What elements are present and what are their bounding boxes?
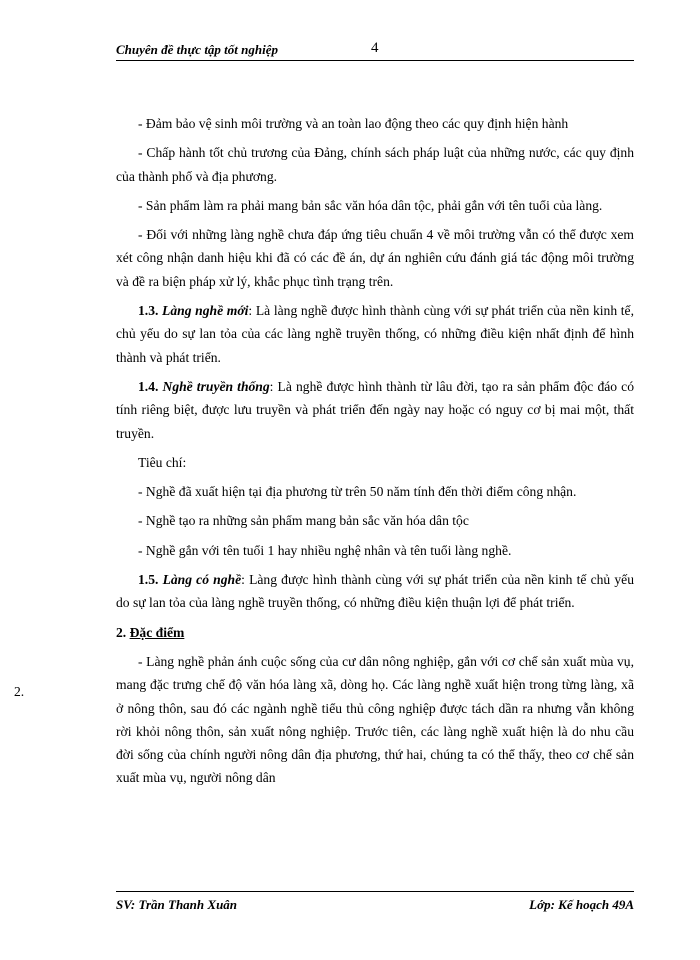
definition-number: 1.4. [138, 378, 159, 394]
class-name: Lớp: Kế hoạch 49A [529, 897, 634, 912]
definition-term: Làng nghề mới [162, 303, 249, 319]
definition-text: : Là làng nghề được hình thành cùng với sự phát triển của nền kinh tế, chủ yếu do sự lan tỏa của các làng nghề truyền thống, có những điều kiện nhất định để hình thành và phát triển. [116, 303, 634, 365]
definition-text: : Làng được hình thành cùng với sự phát triển của nền kinh tế chủ yếu do sự lan tỏa của làng nghề truyền thống, có những điều kiện thuận lợi để phát triển. [116, 572, 634, 611]
page-number: 4 [371, 40, 379, 56]
definition-term: Nghề truyền thống [162, 378, 270, 394]
page-header [116, 36, 634, 61]
definition-number: 1.3. [138, 303, 159, 319]
section-title: Đặc điểm [129, 624, 185, 640]
definition-term: Làng có nghề [162, 572, 242, 588]
criteria-item: - Nghề gắn với tên tuổi 1 hay nhiều nghệ nhân và tên tuổi làng nghề. [138, 542, 512, 558]
document-body [116, 112, 634, 796]
definition-number: 1.5. [138, 572, 159, 588]
paragraph: - Sản phẩm làm ra phải mang bản sắc văn hóa dân tộc, phải gắn với tên tuổi của làng. [138, 197, 603, 213]
document-title: Chuyên đề thực tập tốt nghiệp [116, 42, 278, 57]
criteria-label: Tiêu chí: [138, 454, 187, 470]
section-number: 2. [116, 624, 127, 640]
definition-text: : Là nghề được hình thành từ lâu đời, tạo ra sản phẩm độc đáo có tính riêng biệt, được lưu truyền và phát triển đến ngày nay hoặc có nguy cơ bị mai một, thất truyền. [116, 378, 635, 441]
paragraph: - Làng nghề phản ánh cuộc sống của cư dân nông nghiệp, gắn với cơ chế sản xuất mùa vụ, mang đặc trưng chế độ văn hóa làng xã, dòng họ. Các làng nghề xuất hiện trong từng làng, xã ở nông thôn, sau đó các ngành nghề tiểu thủ công nghiệp được tách dần ra nhưng vẫn không rời khỏi nông thôn, sản xuất nông nghiệp. Trước tiên, các làng nghề xuất hiện là do nhu cầu đời sống của chính người nông dân địa phương, thứ hai, chúng ta có thể thấy, theo cơ chế sản xuất mùa vụ, người nông dân [116, 653, 634, 786]
criteria-item: - Nghề đã xuất hiện tại địa phương từ trên 50 năm tính đến thời điểm công nhận. [138, 484, 577, 500]
section-heading [116, 621, 634, 644]
page-footer [116, 891, 634, 916]
paragraph: - Chấp hành tốt chủ trương của Đảng, chính sách pháp luật của những nước, các quy định của thành phố và địa phương. [116, 145, 634, 184]
student-name: SV: Trần Thanh Xuân [116, 897, 238, 912]
definition-1-3 [116, 299, 634, 369]
criteria-item: - Nghề tạo ra những sản phẩm mang bản sắc văn hóa dân tộc [138, 513, 469, 529]
paragraph: - Đối với những làng nghề chưa đáp ứng tiêu chuẩn 4 về môi trường vẫn có thể được xem xét công nhận danh hiệu khi đã có các đề án, dự án nghiên cứu đánh giá tác động môi trường và đề ra biện pháp xử lý, khắc phục tình trạng trên. [116, 227, 634, 289]
definition-1-4 [116, 375, 634, 445]
margin-number: 2. [14, 684, 25, 699]
paragraph: - Đảm bảo vệ sinh môi trường và an toàn lao động theo các quy định hiện hành [138, 116, 569, 131]
definition-1-5 [116, 568, 634, 615]
